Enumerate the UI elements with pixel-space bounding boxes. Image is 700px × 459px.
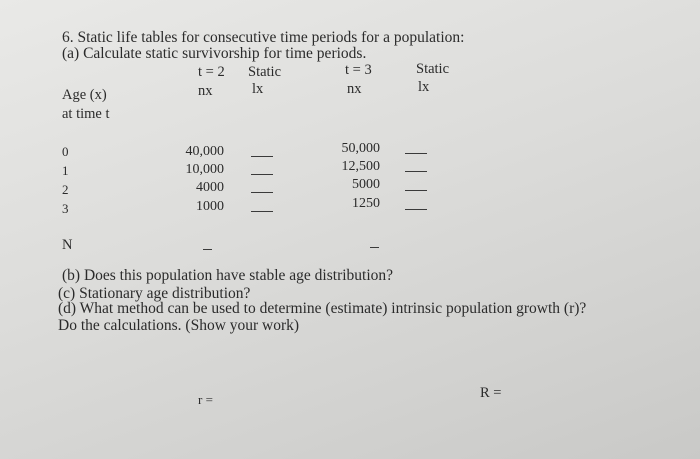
nx-t3-value: 5000 bbox=[352, 177, 380, 192]
part-b-text: (b) Does this population have stable age distribution? bbox=[62, 267, 394, 284]
total-n-blank-t2[interactable] bbox=[203, 249, 212, 250]
nx-t2-value: 10,000 bbox=[185, 162, 224, 177]
question-title: 6. Static life tables for consecutive time periods for a population: bbox=[62, 29, 465, 46]
part-d-text: (d) What method can be used to determine (estimate) intrinsic population growth (r)? bbox=[58, 300, 587, 317]
age-value: 1 bbox=[62, 163, 69, 178]
nx-t3-value: 12,500 bbox=[341, 159, 380, 174]
lx-blank-static2[interactable] bbox=[405, 190, 427, 191]
nx-t2-value: 1000 bbox=[196, 199, 224, 214]
static-header-1: Static bbox=[248, 64, 282, 80]
t3-header: t = 3 bbox=[345, 62, 372, 78]
nx-t3-value: 50,000 bbox=[341, 141, 380, 156]
nx-header-t3: nx bbox=[347, 81, 362, 97]
age-value: 3 bbox=[62, 201, 69, 216]
nx-t2-value: 40,000 bbox=[185, 144, 224, 159]
R-answer-label: R = bbox=[480, 385, 502, 401]
age-header: Age (x) bbox=[62, 87, 107, 103]
lx-blank-static2[interactable] bbox=[405, 153, 427, 154]
nx-header-t2: nx bbox=[198, 83, 213, 99]
lx-blank-static1[interactable] bbox=[251, 156, 273, 157]
age-value: 0 bbox=[62, 144, 69, 159]
part-a-text: (a) Calculate static survivorship for time periods. bbox=[62, 45, 367, 62]
lx-header-static1: lx bbox=[252, 81, 264, 97]
nx-t2-value: 4000 bbox=[196, 180, 224, 195]
time-header: at time t bbox=[62, 106, 110, 122]
part-c-text: (c) Stationary age distribution? bbox=[58, 285, 251, 302]
lx-blank-static1[interactable] bbox=[251, 211, 273, 212]
t2-header: t = 2 bbox=[198, 64, 225, 80]
nx-t3-value: 1250 bbox=[352, 196, 380, 211]
instruction-text: Do the calculations. (Show your work) bbox=[58, 317, 300, 334]
total-n-blank-t3[interactable] bbox=[370, 247, 379, 248]
total-n-label: N bbox=[62, 237, 73, 253]
static-header-2: Static bbox=[416, 61, 450, 77]
age-value: 2 bbox=[62, 182, 69, 197]
lx-blank-static1[interactable] bbox=[251, 192, 273, 193]
r-answer-label: r = bbox=[198, 392, 213, 407]
lx-blank-static2[interactable] bbox=[405, 171, 427, 172]
lx-blank-static2[interactable] bbox=[405, 209, 427, 210]
lx-blank-static1[interactable] bbox=[251, 174, 273, 175]
lx-header-static2: lx bbox=[418, 79, 430, 95]
